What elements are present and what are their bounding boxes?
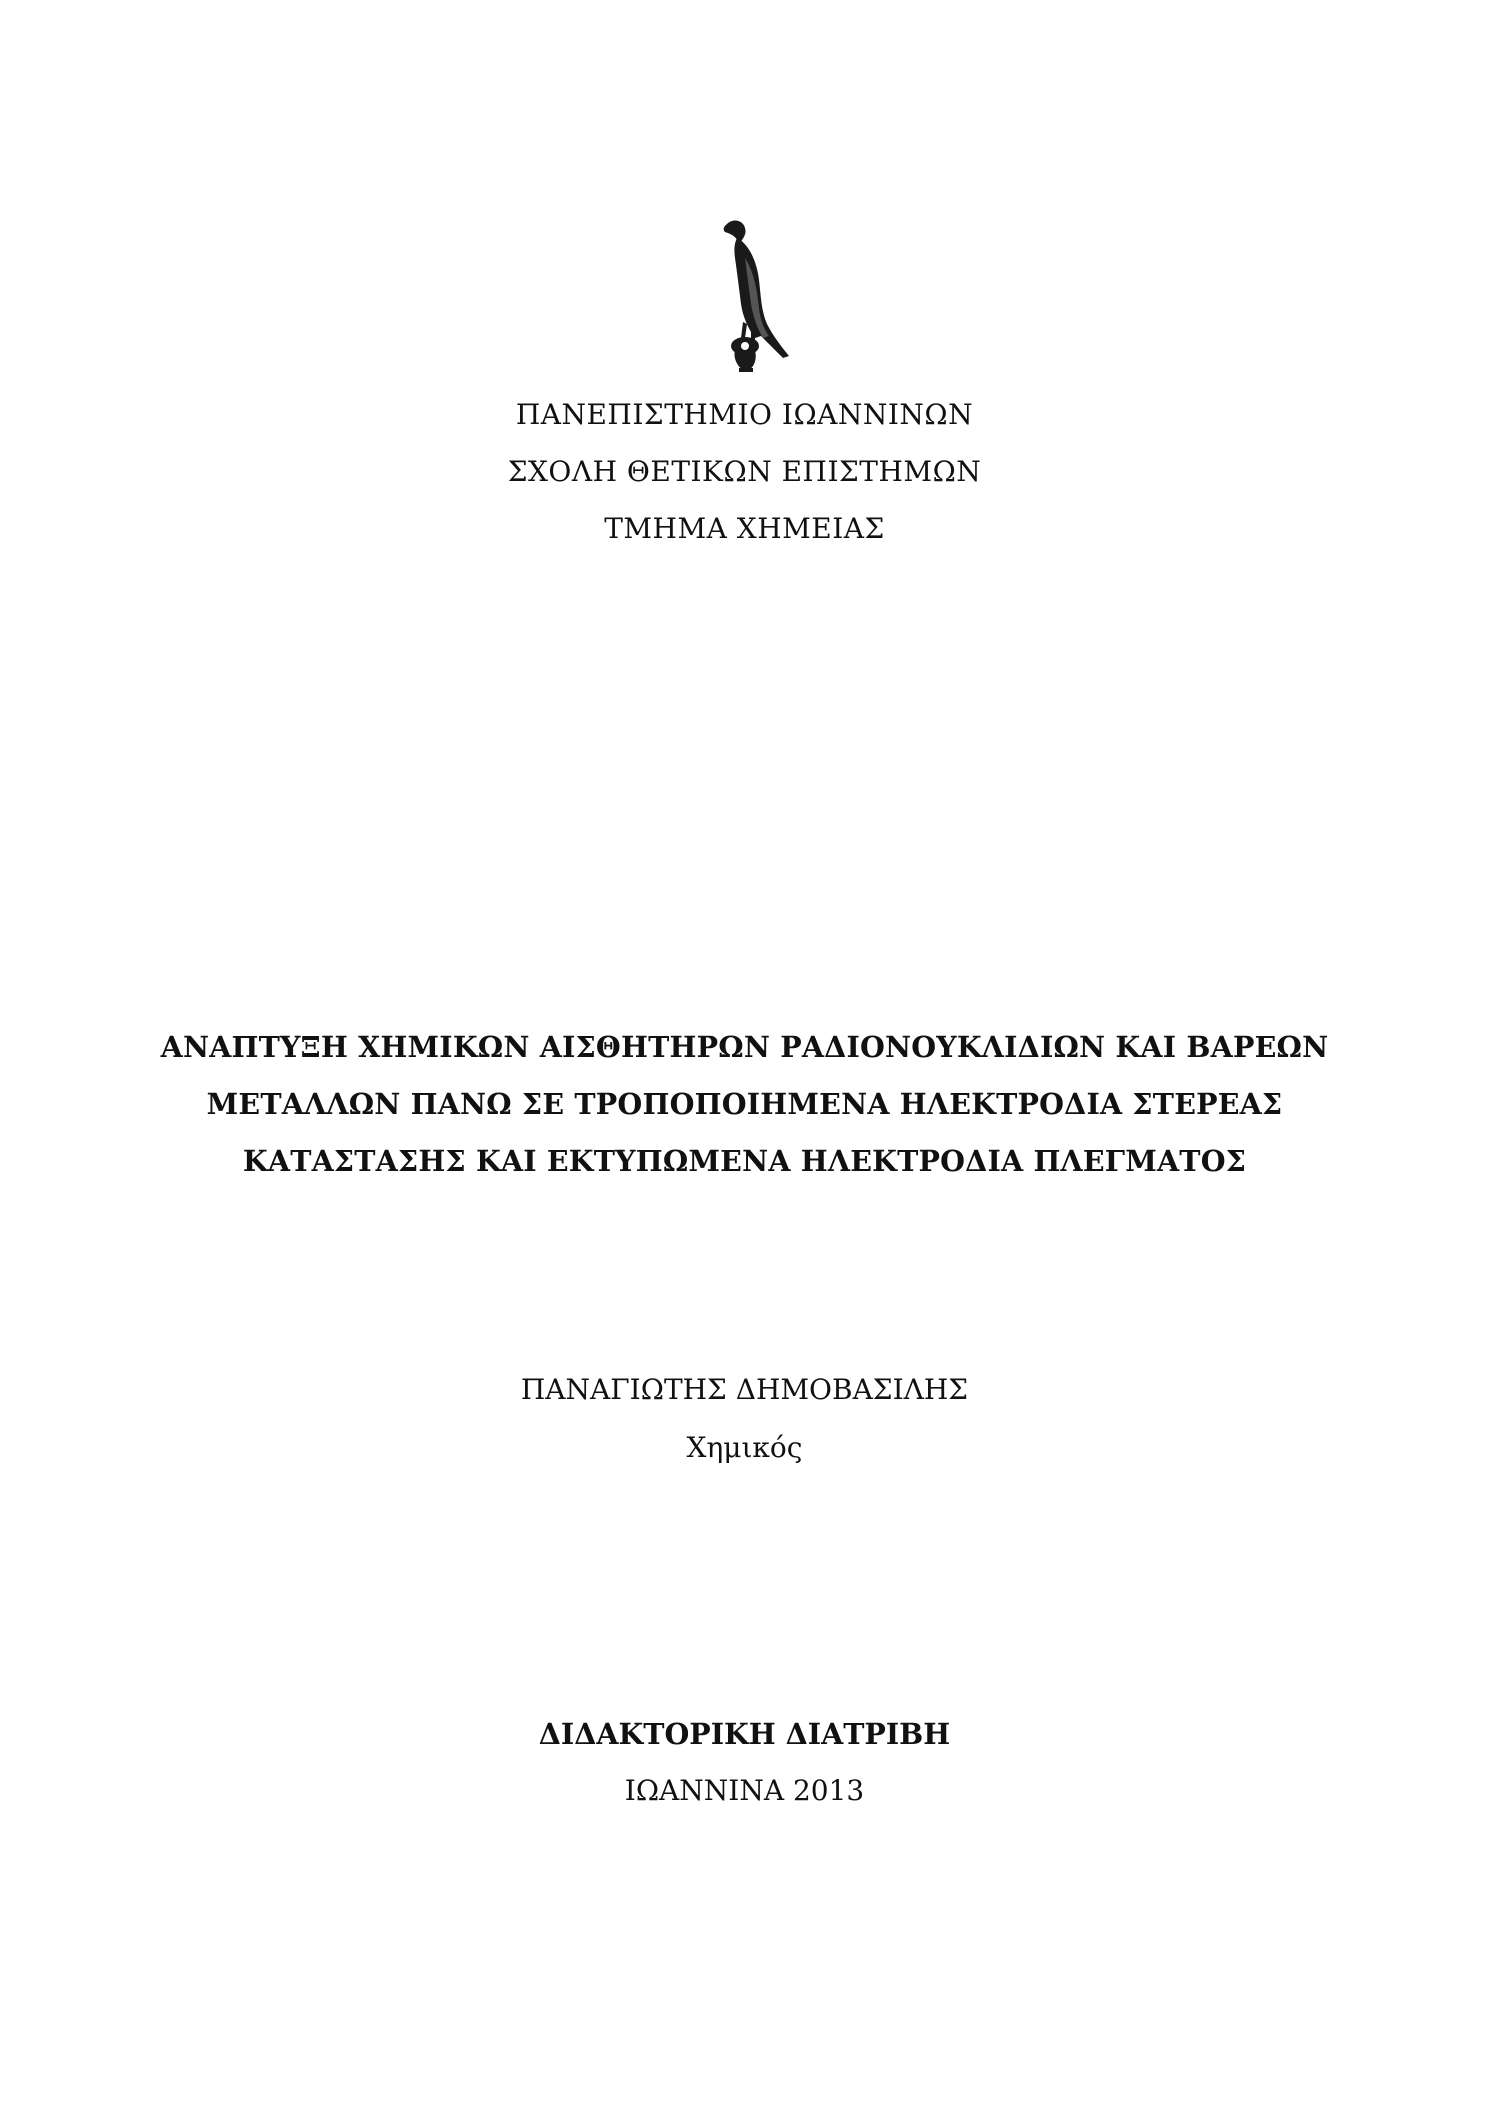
author-profession: Χημικός — [686, 1431, 803, 1464]
university-name: ΠΑΝΕΠΙΣΤΗΜΙΟ ΙΩΑΝΝΙΝΩΝ — [515, 398, 974, 431]
school-name: ΣΧΟΛΗ ΘΕΤΙΚΩΝ ΕΠΙΣΤΗΜΩΝ — [507, 455, 982, 488]
document-type: ΔΙΔΑΚΤΟΡΙΚΗ ΔΙΑΤΡΙΒΗ — [538, 1717, 951, 1751]
thesis-title-line-3: ΚΑΤΑΣΤΑΣΗΣ ΚΑΙ ΕΚΤΥΠΩΜΕΝΑ ΗΛΕΚΤΡΟΔΙΑ ΠΛΕΓΜΑΤΟΣ — [242, 1144, 1247, 1178]
author-name: ΠΑΝΑΓΙΩΤΗΣ ΔΗΜΟΒΑΣΙΛΗΣ — [520, 1373, 969, 1406]
place-and-year: ΙΩΑΝΝΙΝΑ 2013 — [624, 1774, 865, 1807]
falcon-emblem-icon — [697, 218, 795, 373]
thesis-title-line-2: ΜΕΤΑΛΛΩΝ ΠΑΝΩ ΣΕ ΤΡΟΠΟΠΟΙΗΜΕΝΑ ΗΛΕΚΤΡΟΔΙΑ ΣΤΕΡΕΑΣ — [206, 1087, 1283, 1121]
department-name: ΤΜΗΜΑ ΧΗΜΕΙΑΣ — [604, 512, 885, 545]
thesis-title-line-1: ΑΝΑΠΤΥΞΗ ΧΗΜΙΚΩΝ ΑΙΣΘΗΤΗΡΩΝ ΡΑΔΙΟΝΟΥΚΛΙΔΙΩΝ ΚΑΙ ΒΑΡΕΩΝ — [160, 1030, 1329, 1064]
